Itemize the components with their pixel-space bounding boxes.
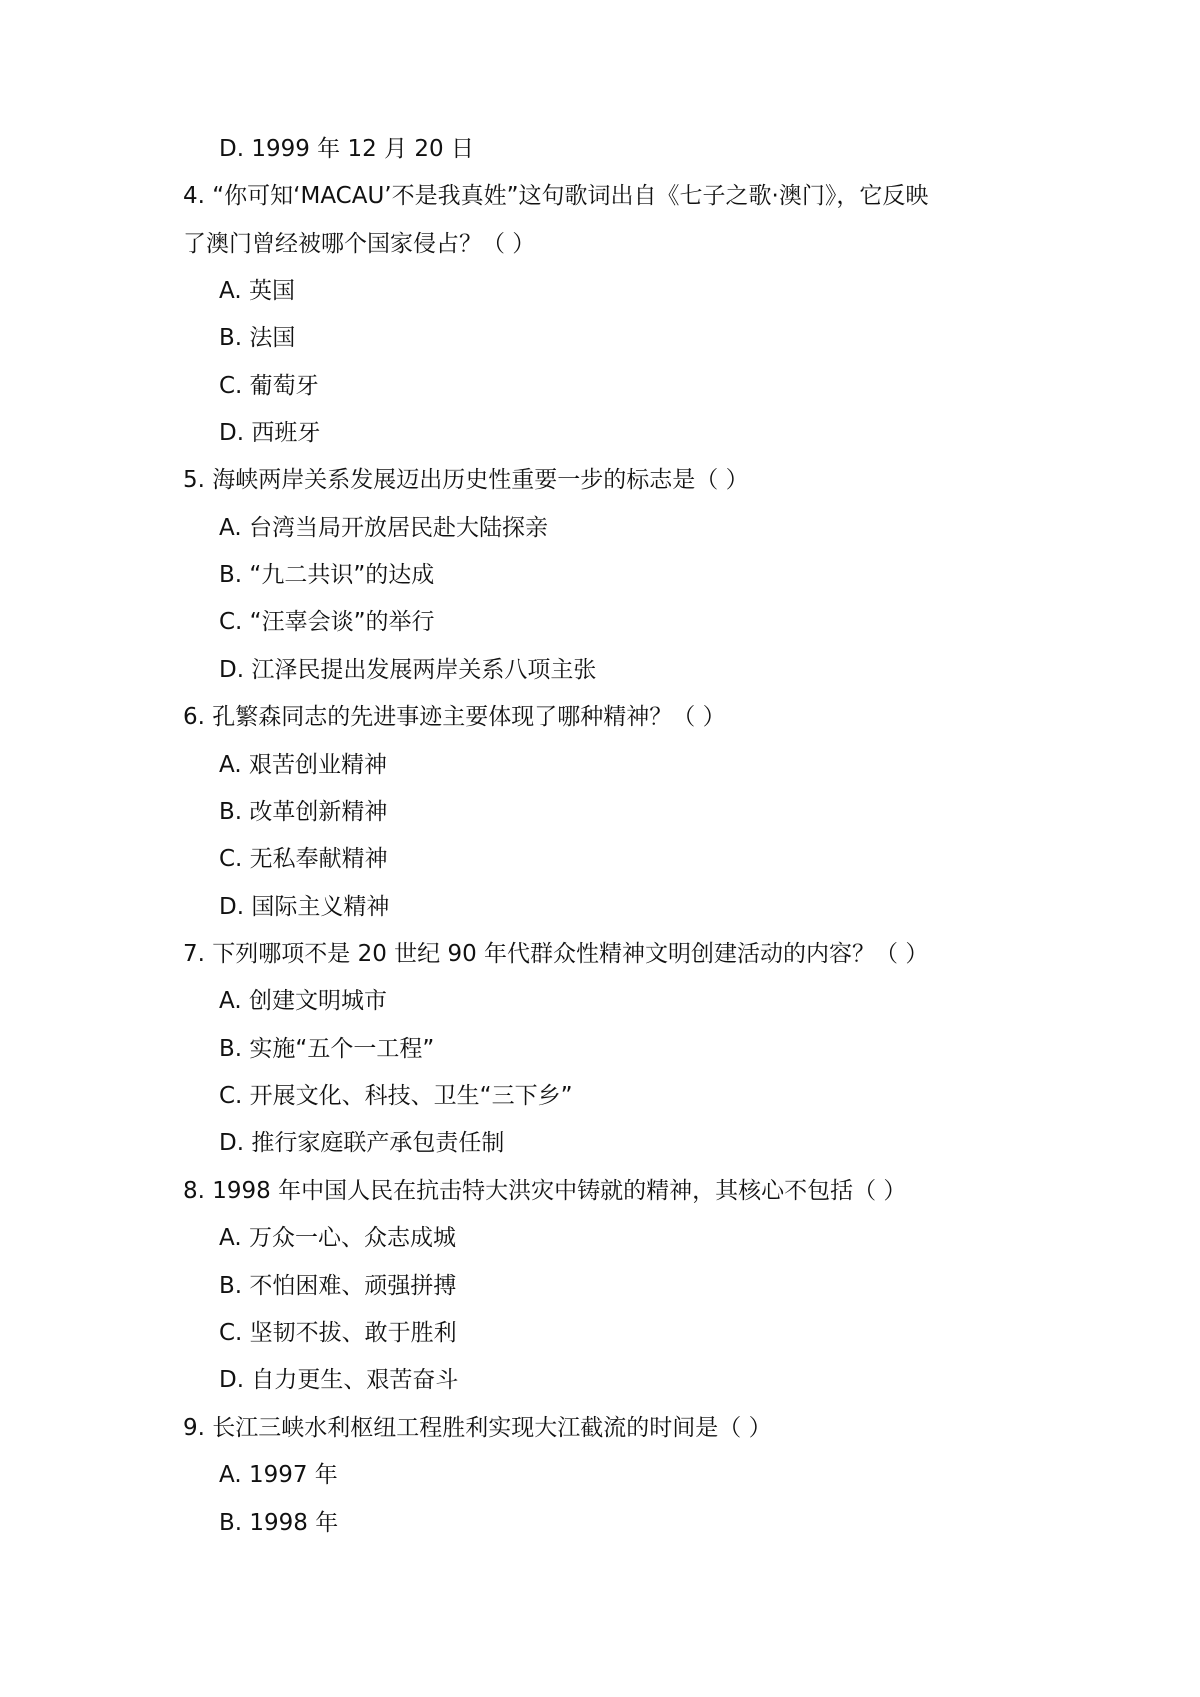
q5-text: 5. 海峡两岸关系发展迈出历史性重要一步的标志是（ ） xyxy=(183,467,749,493)
q7-option-a: A. 创建文明城市 xyxy=(219,988,387,1014)
q6-option-d: D. 国际主义精神 xyxy=(219,894,390,920)
q4-text-1: 4. “你可知‘MACAU’不是我真姓”这句歌词出自《七子之歌·澳门》，它反映 xyxy=(183,183,929,209)
q6-option-a: A. 艰苦创业精神 xyxy=(219,752,387,778)
q5-option-d: D. 江泽民提出发展两岸关系八项主张 xyxy=(219,657,597,683)
q3-option-d: D. 1999 年 12 月 20 日 xyxy=(219,136,474,162)
q8-text: 8. 1998 年中国人民在抗击特大洪灾中铸就的精神，其核心不包括（ ） xyxy=(183,1178,907,1204)
q6-option-b: B. 改革创新精神 xyxy=(219,799,388,825)
q8-option-d: D. 自力更生、艰苦奋斗 xyxy=(219,1367,459,1393)
q9-option-b: B. 1998 年 xyxy=(219,1510,339,1536)
q6-text: 6. 孔繁森同志的先进事迹主要体现了哪种精神？（ ） xyxy=(183,704,726,730)
q8-option-c: C. 坚韧不拔、敢于胜利 xyxy=(219,1320,457,1346)
q8-option-b: B. 不怕困难、顽强拼搏 xyxy=(219,1273,457,1299)
q4-option-a: A. 英国 xyxy=(219,278,295,304)
q7-option-d: D. 推行家庭联产承包责任制 xyxy=(219,1130,505,1156)
q5-option-c: C. “汪辜会谈”的举行 xyxy=(219,609,435,635)
q7-text: 7. 下列哪项不是 20 世纪 90 年代群众性精神文明创建活动的内容？（ ） xyxy=(183,941,929,967)
q4-option-d: D. 西班牙 xyxy=(219,420,321,446)
q8-option-a: A. 万众一心、众志成城 xyxy=(219,1225,456,1251)
q5-option-b: B. “九二共识”的达成 xyxy=(219,562,435,588)
q7-option-b: B. 实施“五个一工程” xyxy=(219,1036,435,1062)
q4-text-2: 了澳门曾经被哪个国家侵占？（ ） xyxy=(183,231,536,257)
q9-option-a: A. 1997 年 xyxy=(219,1462,338,1488)
q6-option-c: C. 无私奉献精神 xyxy=(219,846,388,872)
q7-option-c: C. 开展文化、科技、卫生“三下乡” xyxy=(219,1083,573,1109)
q5-option-a: A. 台湾当局开放居民赴大陆探亲 xyxy=(219,515,548,541)
q9-text: 9. 长江三峡水利枢纽工程胜利实现大江截流的时间是（ ） xyxy=(183,1415,772,1441)
q4-option-b: B. 法国 xyxy=(219,325,296,351)
q4-option-c: C. 葡萄牙 xyxy=(219,373,319,399)
